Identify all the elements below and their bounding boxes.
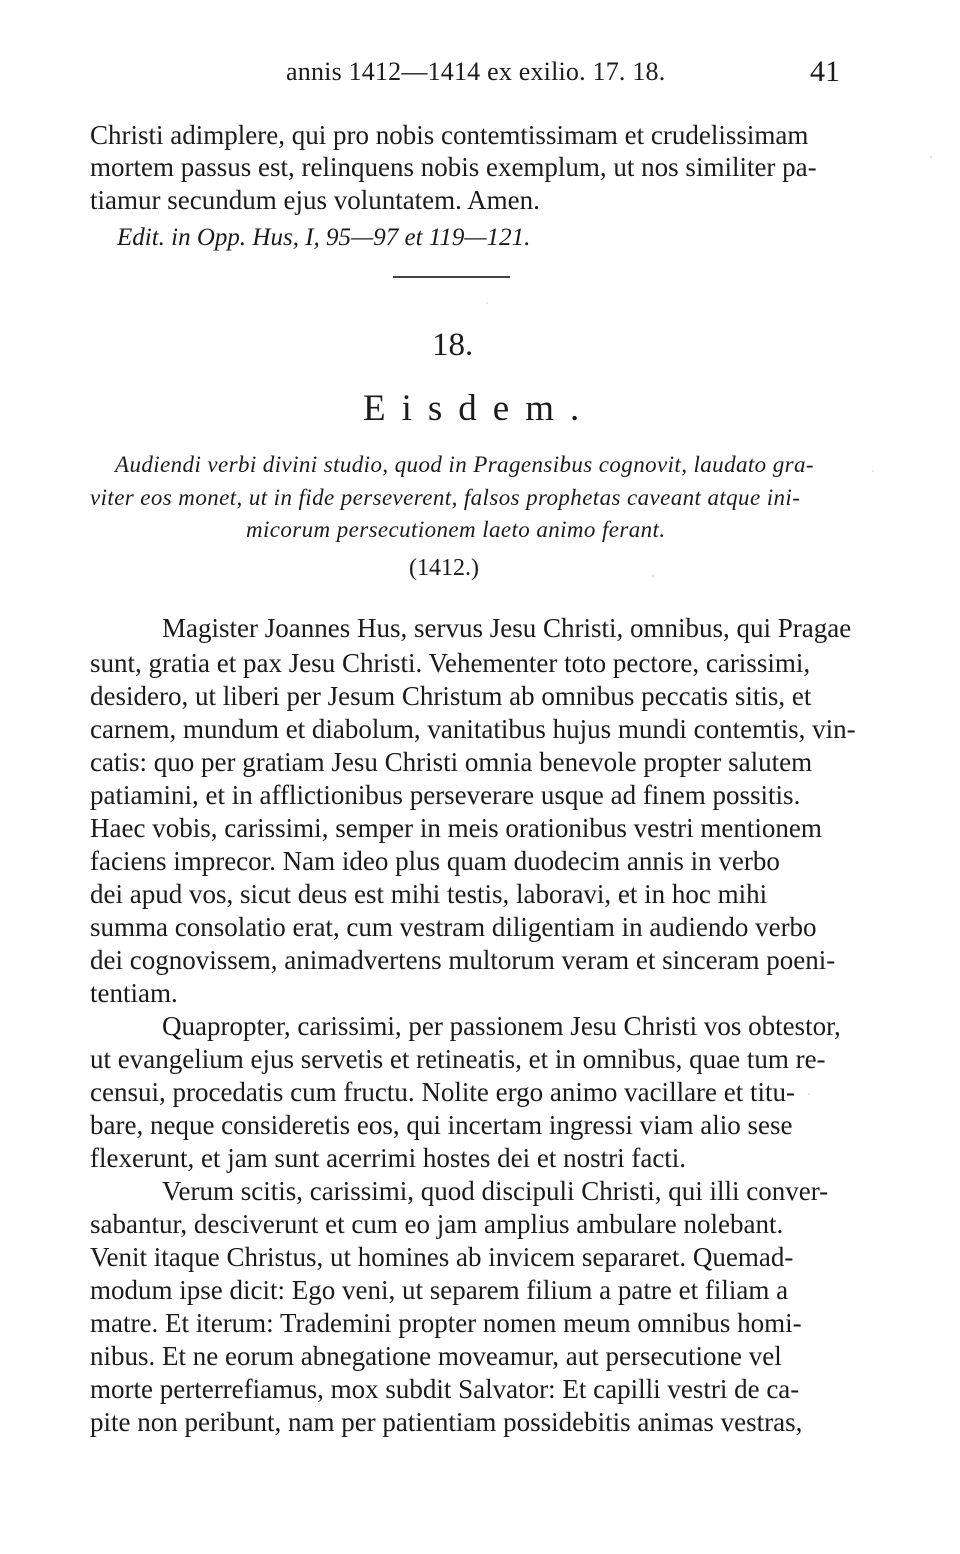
letter-line: flexerunt, et jam sunt acerrimi hostes dei et nostri facti. [90, 1143, 687, 1173]
letter-line: sunt, gratia et pax Jesu Christi. Vehementer toto pectore, carissimi, [90, 648, 811, 678]
letter-line: morte perterrefiamus, mox subdit Salvator: Et capilli vestri de ca- [90, 1374, 800, 1404]
letter-line: Quapropter, carissimi, per passionem Jesu Christi vos obtestor, [162, 1011, 841, 1041]
letter-line: carnem, mundum et diabolum, vanitatibus hujus mundi contemtis, vin- [90, 714, 856, 744]
running-title: annis 1412—1414 ex exilio. 17. 18. [286, 57, 666, 86]
paper-speck [486, 302, 488, 304]
letter-year: (1412.) [409, 555, 479, 581]
letter-line: dei cognovissem, animadvertens multorum veram et sinceram poeni- [90, 945, 836, 975]
page-number: 41 [810, 55, 840, 88]
letter-line: desidero, ut liberi per Jesum Christum ab omnibus peccatis sitis, et [90, 681, 812, 711]
letter-line: dei apud vos, sicut deus est mihi testis, laboravi, et in hoc mihi [90, 879, 768, 909]
summary-line: micorum persecutionem laeto animo ferant. [246, 517, 666, 542]
letter-line: patiamini, et in afflictionibus perseverare usque ad finem possitis. [90, 780, 801, 810]
paper-speck [808, 1093, 810, 1095]
letter-line: catis: quo per gratiam Jesu Christi omnia benevole propter salutem [90, 747, 813, 777]
letter-line: pite non peribunt, nam per patientiam possidebitis animas vestras, [90, 1407, 803, 1437]
letter-line: tentiam. [90, 978, 178, 1008]
letter-line: censui, procedatis cum fructu. Nolite ergo animo vacillare et titu- [90, 1077, 796, 1107]
edition-citation: Edit. in Opp. Hus, I, 95—97 et 119—121. [117, 224, 531, 251]
continuation-line: mortem passus est, relinquens nobis exemplum, ut nos similiter pa- [90, 152, 817, 182]
section-number: 18. [432, 327, 474, 363]
letter-line: modum ipse dicit: Ego veni, ut separem filium a patre et filiam a [90, 1275, 789, 1305]
continuation-line: tiamur secundum ejus voluntatem. Amen. [90, 185, 540, 215]
summary-line: Audiendi verbi divini studio, quod in Pragensibus cognovit, laudato gra- [115, 452, 814, 477]
letter-line: sabantur, desciverunt et cum eo jam amplius ambulare nolebant. [90, 1209, 784, 1239]
letter-line: ut evangelium ejus servetis et retineatis, et in omnibus, quae tum re- [90, 1044, 826, 1074]
letter-line: bare, neque consideretis eos, qui incertam ingressi viam alio sese [90, 1110, 793, 1140]
letter-line: Magister Joannes Hus, servus Jesu Christi, omnibus, qui Pragae [162, 613, 852, 643]
letter-line: Venit itaque Christus, ut homines ab invicem separaret. Quemad- [90, 1242, 794, 1272]
summary-line: viter eos monet, ut in fide perseverent, falsos prophetas caveant atque ini- [90, 485, 801, 510]
running-head [270, 52, 840, 92]
letter-line: summa consolatio erat, cum vestram diligentiam in audiendo verbo [90, 912, 817, 942]
paper-speck [930, 156, 932, 158]
letter-line: Verum scitis, carissimi, quod discipuli Christi, qui illi conver- [162, 1176, 829, 1206]
paper-speck [652, 575, 654, 577]
paper-speck [872, 470, 874, 472]
letter-line: faciens imprecor. Nam ideo plus quam duodecim annis in verbo [90, 846, 780, 876]
letter-line: Haec vobis, carissimi, semper in meis orationibus vestri mentionem [90, 813, 822, 843]
section-title: Eisdem. [363, 388, 596, 429]
continuation-line: Christi adimplere, qui pro nobis contemtissimam et crudelissimam [90, 120, 809, 150]
section-divider [393, 276, 510, 278]
letter-line: matre. Et iterum: Trademini propter nomen meum omnibus homi- [90, 1308, 802, 1338]
letter-line: nibus. Et ne eorum abnegatione moveamur, aut persecutione vel [90, 1341, 782, 1371]
